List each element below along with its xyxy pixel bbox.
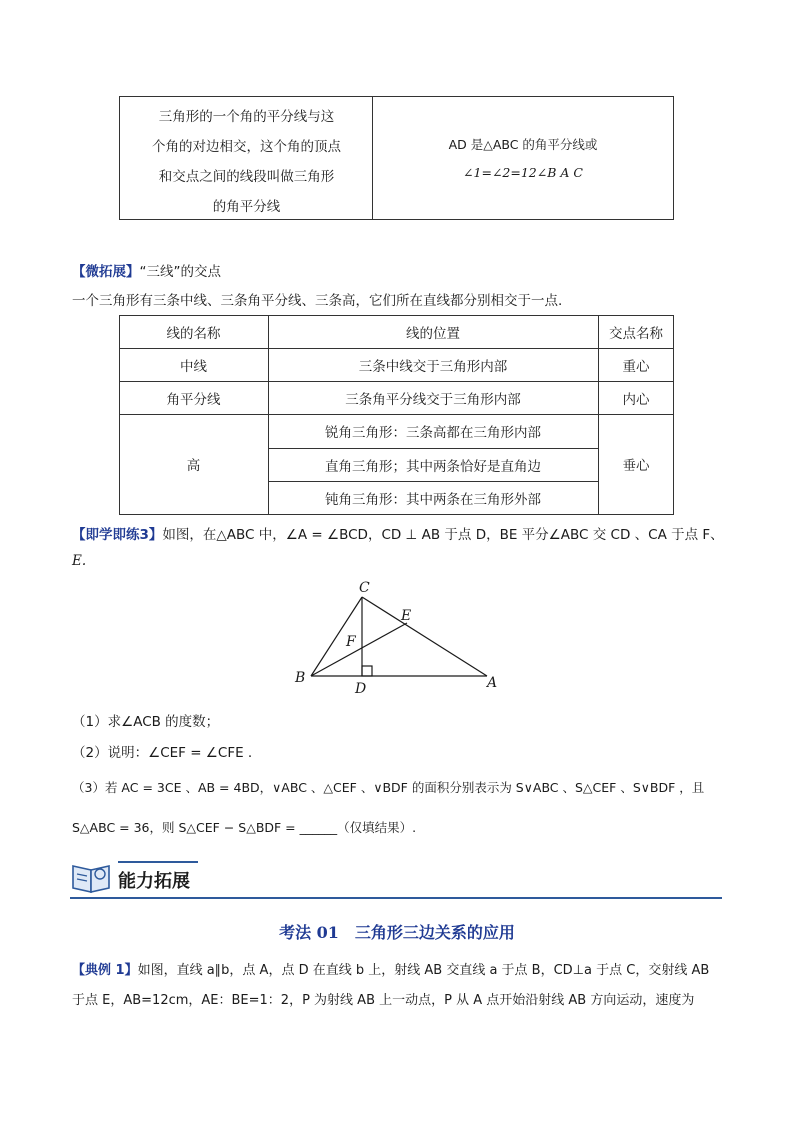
section-title: 能力拓展: [118, 871, 190, 892]
triangle-figure: [290, 578, 510, 698]
row-position: 三条角平分线交于三角形内部: [345, 391, 521, 408]
row-name: 角平分线: [166, 391, 221, 408]
extension-intro: 一个三角形有三条中线、三条角平分线、三条高，它们所在直线都分别相交于一点.: [72, 293, 563, 309]
example-line-1: [72, 959, 709, 978]
row-point: 内心: [622, 391, 650, 408]
header-line-position: 线的位置: [406, 325, 460, 342]
right-angle-mark: [362, 666, 372, 676]
header-line-name: 线的名称: [166, 325, 221, 342]
side-ca: [362, 597, 487, 676]
example-line-2: 于点 E，AB=12cm，AE：BE=1：2，P 为射线 AB 上一动点，P 从 A 点开始沿射线 AB 方向运动，速度为: [72, 993, 695, 1008]
altitude-position: 锐角三角形：三条高都在三角形内部: [325, 425, 541, 441]
definition-line: 和交点之间的线段叫做三角形: [158, 169, 335, 185]
example-text: 如图，直线 a∥b，点 A，点 D 在直线 b 上，射线 AB 交直线 a 于点 B，CD⊥a 于点 C，交射线 AB: [137, 963, 710, 978]
definition-line: 的角平分线: [212, 199, 281, 215]
section-divider: [70, 897, 722, 899]
book-icon: [70, 858, 114, 896]
exercise-text: 如图，在△ABC 中，∠A = ∠BCD，CD ⊥ AB 于点 D，BE 平分∠ABC 交 CD 、CA 于点 F、: [162, 527, 724, 543]
definition-line: 个角的对边相交，这个角的顶点: [152, 139, 341, 155]
label-f: F: [346, 634, 356, 650]
intersection-table: [119, 315, 674, 515]
label-d: D: [355, 681, 367, 697]
extension-tag: 【微拓展】: [72, 264, 140, 280]
notation-cell: [373, 97, 673, 219]
definition-table: [119, 96, 674, 220]
label-a: A: [487, 675, 498, 691]
altitude-point: 垂心: [622, 458, 650, 474]
method-heading: 考法 01 三角形三边关系的应用: [279, 923, 515, 942]
example-tag: 【典例 1】: [72, 963, 138, 978]
notation-formula: ∠1=∠2=12∠B A C: [463, 165, 583, 180]
section-accent-line: [118, 861, 198, 863]
bisector-be: [311, 623, 407, 676]
question-1: （1）求∠ACB 的度数；: [72, 714, 220, 730]
extension-title: “三线”的交点: [139, 264, 221, 280]
label-c: C: [359, 580, 370, 596]
row-name: 中线: [180, 358, 207, 375]
label-e: E: [401, 608, 412, 624]
question-3-line-1: （3）若 AC = 3CE 、AB = 4BD，∨ABC 、△CEF 、∨BDF 的面积分别表示为 S∨ABC 、S△CEF 、S∨BDF ，且: [72, 780, 705, 795]
altitude-position: 钝角三角形：其中两条在三角形外部: [325, 491, 541, 508]
exercise-line-1: [72, 523, 724, 543]
definition-line: 三角形的一个角的平分线与这: [158, 109, 335, 125]
question-2: （2）说明：∠CEF = ∠CFE .: [72, 745, 253, 761]
header-point-name: 交点名称: [609, 325, 663, 342]
definition-cell: [120, 97, 373, 219]
question-3-line-2: S△ABC = 36，则 S△CEF − S△BDF = ______（仅填结果）.: [72, 820, 417, 835]
extension-heading: [72, 260, 221, 280]
exercise-tag: 【即学即练3】: [72, 527, 163, 543]
exercise-line-2: E.: [72, 553, 87, 569]
row-point: 重心: [622, 358, 650, 375]
label-b: B: [295, 670, 306, 686]
altitude-position: 直角三角形；其中两条恰好是直角边: [325, 458, 541, 475]
altitude-name: 高: [186, 458, 201, 474]
notation-line: AD 是△ABC 的角平分线或: [448, 137, 598, 152]
row-position: 三条中线交于三角形内部: [358, 358, 508, 375]
